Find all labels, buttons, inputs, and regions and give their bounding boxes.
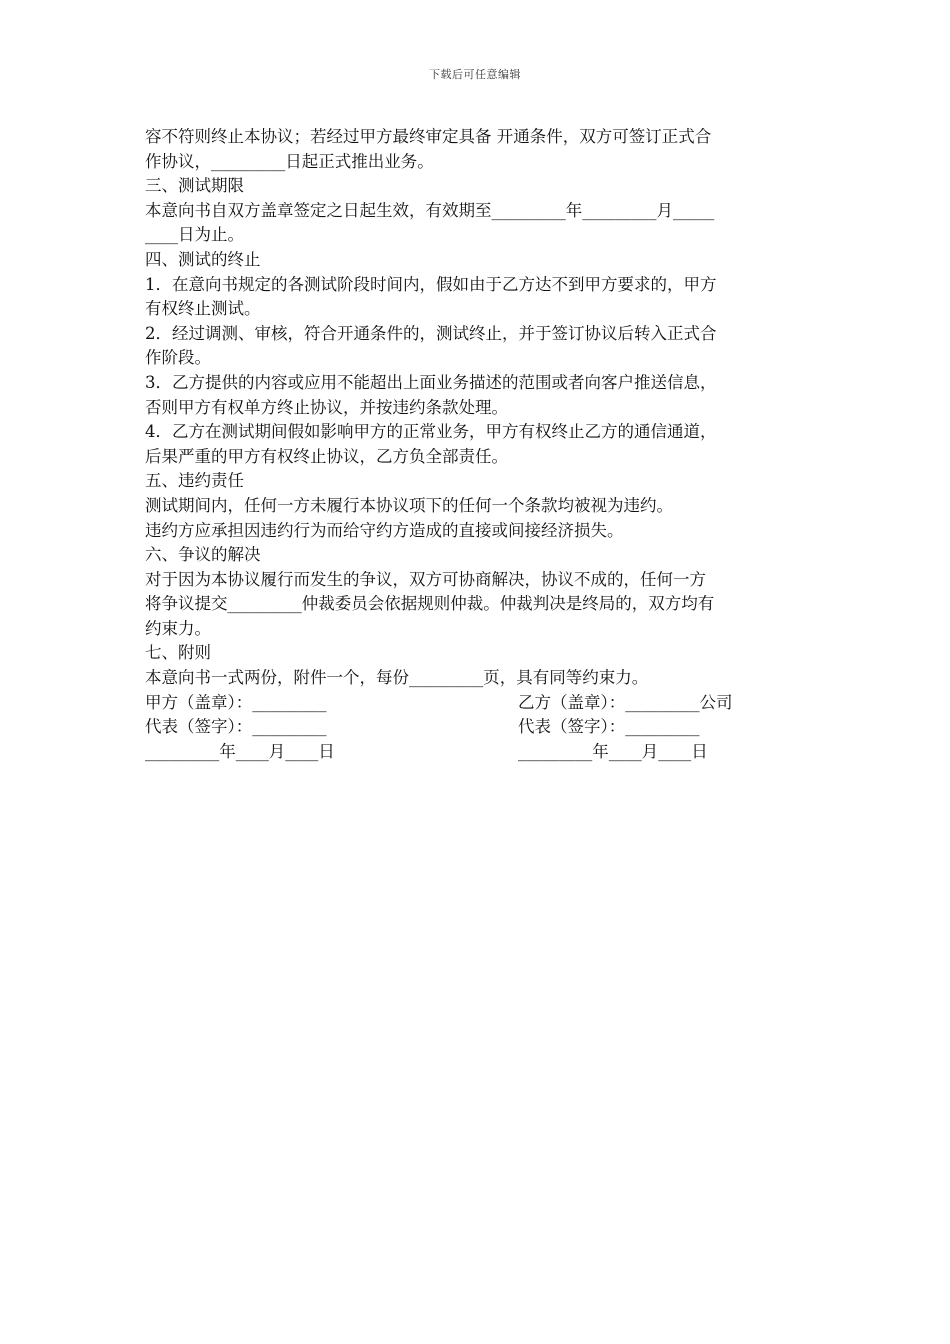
text-line: 2．经过调测、审核，符合开通条件的，测试终止，并于签订协议后转入正式合: [145, 323, 717, 343]
party-b-seal: 乙方（盖章）：_________公司: [518, 692, 733, 712]
text-line: 将争议提交_________仲裁委员会依据规则仲裁。仲裁判决是终局的，双方均有: [145, 594, 715, 614]
document-body: [145, 125, 807, 764]
text-line: 本意向书一式两份，附件一个，每份_________页，具有同等约束力。: [145, 668, 649, 688]
text-line: 4．乙方在测试期间假如影响甲方的正常业务，甲方有权终止乙方的通信通道，: [145, 422, 717, 442]
page-header: 下载后可任意编辑: [429, 68, 521, 81]
text-line: 本意向书自双方盖章签定之日起生效，有效期至_________年_________月_____: [145, 200, 715, 220]
section-heading-termination: 四、测试的终止: [145, 249, 261, 269]
signature-row-date: [145, 740, 807, 765]
text-line: 后果严重的甲方有权终止协议，乙方负全部责任。: [145, 446, 508, 466]
text-line: 1．在意向书规定的各测试阶段时间内，假如由于乙方达不到甲方要求的，甲方: [145, 274, 717, 294]
signature-row-representative: [145, 715, 807, 740]
section-heading-test-period: 三、测试期限: [145, 176, 244, 196]
text-line: 作阶段。: [145, 348, 211, 368]
text-line: 测试期间内，任何一方未履行本协议项下的任何一个条款均被视为违约。: [145, 495, 673, 515]
text-line: 约束力。: [145, 618, 211, 638]
section-heading-dispute: 六、争议的解决: [145, 545, 261, 565]
section-heading-liability: 五、违约责任: [145, 471, 244, 491]
party-a-seal: 甲方（盖章）：_________: [145, 692, 327, 712]
party-b-representative: 代表（签字）：_________: [518, 717, 700, 737]
text-line: 对于因为本协议履行而发生的争议，双方可协商解决，协议不成的，任何一方: [145, 569, 706, 589]
text-line: ____日为止。: [145, 225, 244, 245]
party-b-date: _________年____月____日: [518, 741, 708, 761]
party-a-representative: 代表（签字）：_________: [145, 717, 327, 737]
party-a-date: _________年____月____日: [145, 741, 335, 761]
text-line: 容不符则终止本协议；若经过甲方最终审定具备 开通条件，双方可签订正式合: [145, 127, 712, 146]
text-line: 否则甲方有权单方终止协议，并按违约条款处理。: [145, 397, 508, 417]
text-line: 作协议，_________日起正式推出业务。: [145, 151, 434, 171]
section-heading-appendix: 七、附则: [145, 643, 211, 663]
text-line: 有权终止测试。: [145, 299, 261, 319]
text-line: 违约方应承担因违约行为而给守约方造成的直接或间接经济损失。: [145, 520, 624, 540]
signature-row-seal: [145, 691, 807, 716]
text-line: 3．乙方提供的内容或应用不能超出上面业务描述的范围或者向客户推送信息，: [145, 372, 717, 392]
